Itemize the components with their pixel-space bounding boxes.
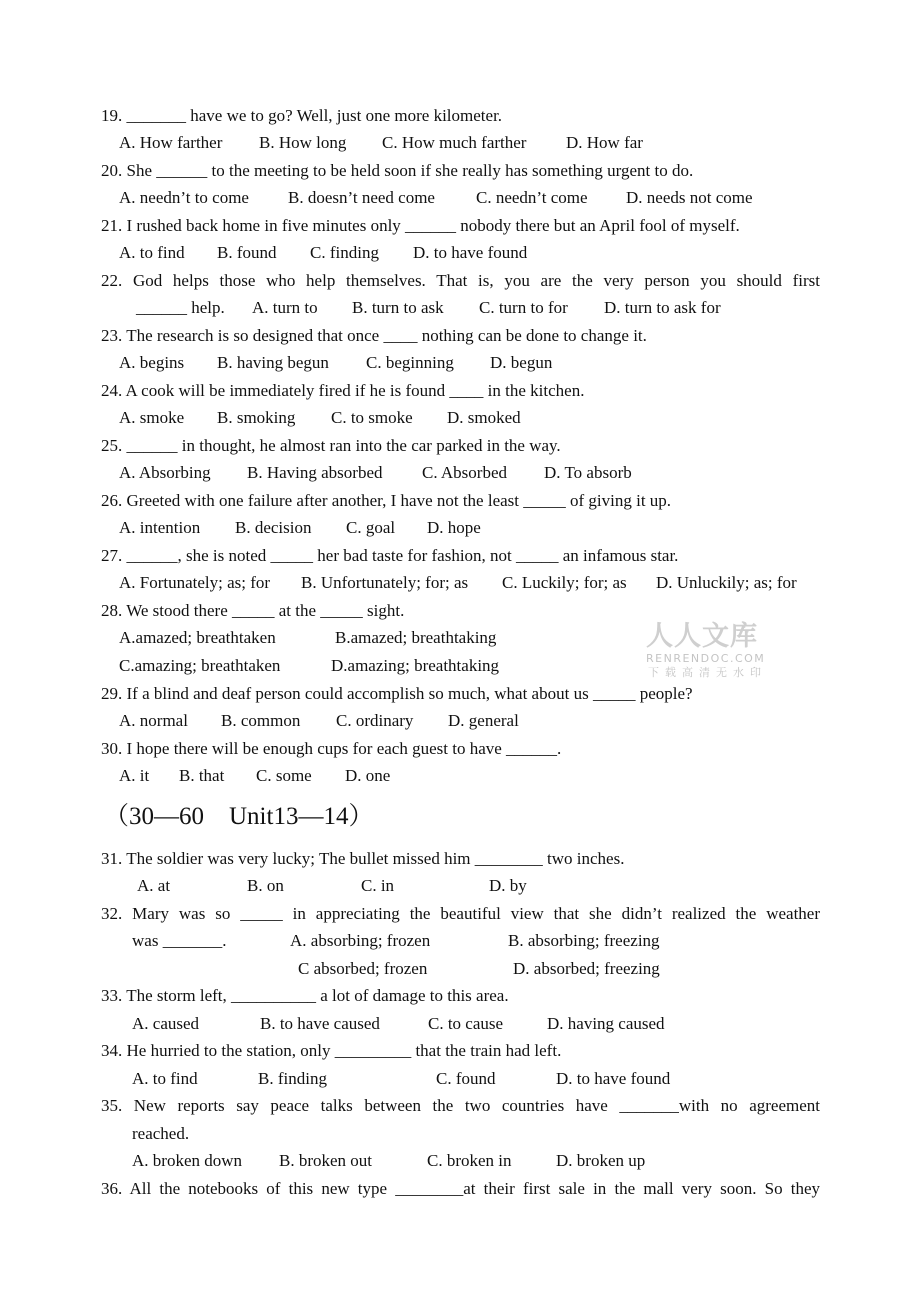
option-c: C. goal: [346, 518, 396, 537]
option-a: A. Absorbing: [119, 463, 211, 482]
option-b: B. having begun: [217, 353, 329, 372]
question-28-stem: 28. We stood there _____ at the _____ sight.: [101, 601, 405, 620]
option-d: D. turn to ask for: [604, 298, 721, 317]
question-23-stem: 23. The research is so designed that once ____ nothing can be done to change it.: [101, 326, 647, 345]
option-c: C. in: [361, 876, 395, 895]
option-c: C. Luckily; for; as: [502, 573, 627, 592]
option-d: D. hope: [427, 518, 481, 537]
option-a: A. begins: [119, 353, 185, 372]
option-a: A. to find: [119, 243, 185, 262]
option-b: B. How long: [259, 133, 347, 152]
question-29-stem: 29. If a blind and deaf person could accomplish so much, what about us _____ people?: [101, 684, 693, 703]
question-26-stem: 26. Greeted with one failure after another, I have not the least _____ of giving it up.: [101, 491, 672, 510]
option-c: C. some: [256, 766, 312, 785]
option-d: D. having caused: [547, 1014, 665, 1033]
option-a: A. caused: [132, 1014, 200, 1033]
section-heading: （30—60 Unit13—14）: [104, 803, 374, 830]
option-a: A. absorbing; frozen: [290, 931, 431, 950]
option-b: B. finding: [258, 1069, 327, 1088]
option-a: A. smoke: [119, 408, 185, 427]
option-c: C. broken in: [427, 1151, 512, 1170]
watermark-logo-text: 人人文库: [646, 621, 758, 652]
question-35-continuation: reached.: [132, 1124, 190, 1143]
option-b: B. found: [217, 243, 277, 262]
option-b: B. on: [247, 876, 284, 895]
option-d: D. by: [489, 876, 527, 895]
question-22-stem: 22. God helps those who help themselves. That is, you are the very person you should first: [101, 271, 820, 290]
option-d: D. Unluckily; as; for: [656, 573, 797, 592]
question-32-continuation: was _______.: [132, 931, 227, 950]
option-d: D. absorbed; freezing: [513, 959, 660, 978]
option-c: C. beginning: [366, 353, 454, 372]
option-a: A. normal: [119, 711, 188, 730]
option-a: A. needn’t to come: [119, 188, 249, 207]
option-d: D. to have found: [413, 243, 528, 262]
watermark-url: RENRENDOC.COM: [646, 652, 766, 665]
option-a: A. turn to: [252, 298, 318, 317]
option-c: C absorbed; frozen: [298, 959, 428, 978]
answer-blank: ______ help.: [136, 298, 225, 317]
option-a: A. intention: [119, 518, 201, 537]
option-d: D.amazing; breathtaking: [331, 656, 500, 675]
option-b: B. turn to ask: [352, 298, 444, 317]
option-c: C. How much farther: [382, 133, 527, 152]
question-19-stem: 19. _______ have we to go? Well, just one more kilometer.: [101, 106, 503, 125]
option-a: A. at: [137, 876, 171, 895]
option-d: D. general: [448, 711, 519, 730]
option-b: B. Unfortunately; for; as: [301, 573, 469, 592]
question-20-stem: 20. She ______ to the meeting to be held soon if she really has something urgent to do.: [101, 161, 694, 180]
option-a: A. broken down: [132, 1151, 243, 1170]
option-a: A. it: [119, 766, 150, 785]
watermark-subtitle: 下载高清无水印: [648, 666, 767, 679]
question-34-stem: 34. He hurried to the station, only _________ that the train had left.: [101, 1041, 562, 1060]
option-a: A. to find: [132, 1069, 198, 1088]
question-31-stem: 31. The soldier was very lucky; The bullet missed him ________ two inches.: [101, 849, 625, 868]
option-b: B. to have caused: [260, 1014, 380, 1033]
question-24-stem: 24. A cook will be immediately fired if he is found ____ in the kitchen.: [101, 381, 585, 400]
option-d: D. needs not come: [626, 188, 753, 207]
option-c: C. found: [436, 1069, 496, 1088]
question-21-stem: 21. I rushed back home in five minutes only ______ nobody there but an April fool of myself.: [101, 216, 740, 235]
option-c: C. to smoke: [331, 408, 413, 427]
option-c: C. finding: [310, 243, 379, 262]
option-c: C. needn’t come: [476, 188, 588, 207]
question-35-stem: 35. New reports say peace talks between the two countries have _______with no agreement: [101, 1096, 820, 1115]
option-b: B. absorbing; freezing: [508, 931, 660, 950]
option-b: B. that: [179, 766, 225, 785]
option-b: B. smoking: [217, 408, 296, 427]
option-c: C. turn to for: [479, 298, 568, 317]
option-b: B. Having absorbed: [247, 463, 383, 482]
question-33-stem: 33. The storm left, __________ a lot of damage to this area.: [101, 986, 509, 1005]
option-b: B.amazed; breathtaking: [335, 628, 497, 647]
option-b: B. decision: [235, 518, 312, 537]
option-d: D. broken up: [556, 1151, 646, 1170]
watermark: [646, 622, 774, 682]
option-b: B. doesn’t need come: [288, 188, 435, 207]
question-27-stem: 27. ______, she is noted _____ her bad taste for fashion, not _____ an infamous star.: [101, 546, 679, 565]
option-d: D. begun: [490, 353, 553, 372]
option-a: A. How farther: [119, 133, 223, 152]
option-a: A. Fortunately; as; for: [119, 573, 271, 592]
option-d: D. to have found: [556, 1069, 671, 1088]
question-32-stem: 32. Mary was so _____ in appreciating the beautiful view that she didn’t realized the weather: [101, 904, 820, 923]
question-30-stem: 30. I hope there will be enough cups for each guest to have ______.: [101, 739, 562, 758]
question-25-stem: 25. ______ in thought, he almost ran into the car parked in the way.: [101, 436, 561, 455]
option-a: A.amazed; breathtaken: [119, 628, 276, 647]
option-c: C. to cause: [428, 1014, 504, 1033]
option-c: C. ordinary: [336, 711, 414, 730]
option-d: D. one: [345, 766, 391, 785]
question-36-stem: 36. All the notebooks of this new type ________at their first sale in the mall very soon. So they: [101, 1179, 820, 1198]
option-b: B. common: [221, 711, 301, 730]
option-d: D. smoked: [447, 408, 521, 427]
option-d: D. To absorb: [544, 463, 632, 482]
option-d: D. How far: [566, 133, 643, 152]
option-c: C.amazing; breathtaken: [119, 656, 281, 675]
option-b: B. broken out: [279, 1151, 373, 1170]
option-c: C. Absorbed: [422, 463, 507, 482]
